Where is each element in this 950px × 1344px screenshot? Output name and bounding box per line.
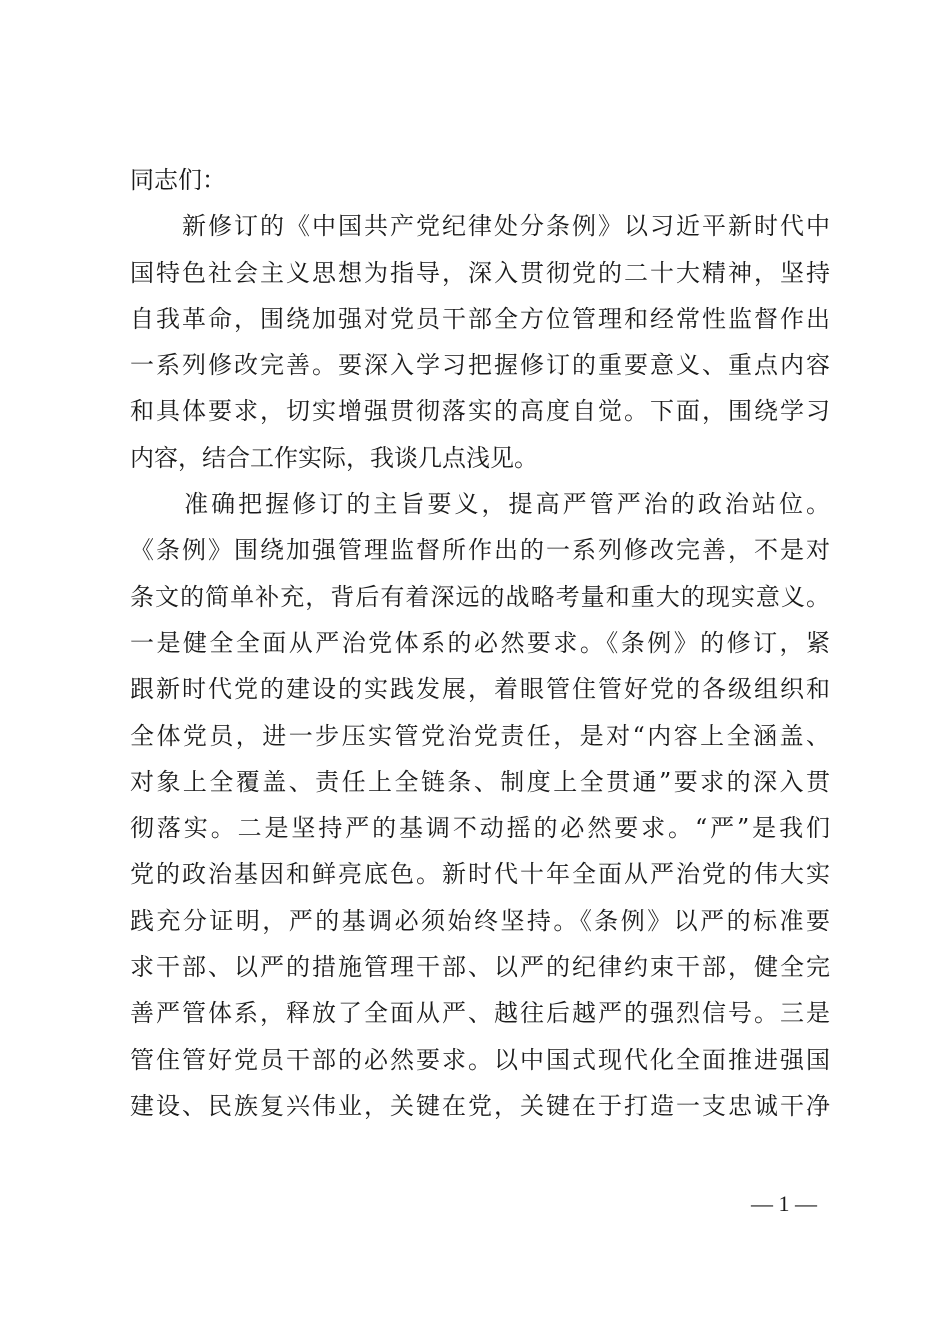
- page-number: — 1 —: [751, 1191, 817, 1216]
- paragraph-2-line-13: 管住管好党员干部的必然要求。以中国式现代化全面推进强国: [130, 1045, 830, 1074]
- paragraph-1-line-1: 新修订的《中国共产党纪律处分条例》以习近平新时代中: [130, 212, 830, 241]
- paragraph-2-line-9: 党的政治基因和鲜亮底色。新时代十年全面从严治党的伟大实: [130, 860, 830, 889]
- paragraph-2-line-4: 一是健全全面从严治党体系的必然要求。《条例》的修订，紧: [130, 628, 830, 657]
- paragraph-1-line-2: 国特色社会主义思想为指导，深入贯彻党的二十大精神，坚持: [130, 258, 830, 287]
- paragraph-2-line-1: 准确把握修订的主旨要义，提高严管严治的政治站位。: [130, 490, 830, 519]
- document-body: [130, 157, 830, 1129]
- paragraph-1-line-6: 内容，结合工作实际，我谈几点浅见。: [130, 443, 538, 472]
- paragraph-2-line-3: 条文的简单补充，背后有着深远的战略考量和重大的现实意义。: [130, 582, 830, 611]
- salutation-line: 同志们：: [130, 166, 226, 194]
- paragraph-1-line-5: 和具体要求，切实增强贯彻落实的高度自觉。下面，围绕学习: [130, 397, 830, 426]
- paragraph-2-line-10: 践充分证明，严的基调必须始终坚持。《条例》以严的标准要: [130, 906, 830, 935]
- paragraph-2-line-5: 跟新时代党的建设的实践发展，着眼管住管好党的各级组织和: [130, 675, 830, 704]
- paragraph-2-line-12: 善严管体系，释放了全面从严、越往后越严的强烈信号。三是: [130, 999, 830, 1028]
- paragraph-2-line-14: 建设、民族复兴伟业，关键在党，关键在于打造一支忠诚干净: [130, 1091, 830, 1120]
- paragraph-2-line-2: 《条例》围绕加强管理监督所作出的一系列修改完善，不是对: [130, 536, 830, 565]
- paragraph-2-line-11: 求干部、以严的措施管理干部、以严的纪律约束干部，健全完: [130, 953, 830, 982]
- paragraph-2-line-7: 对象上全覆盖、责任上全链条、制度上全贯通”要求的深入贯: [130, 767, 830, 796]
- paragraph-1-line-3: 自我革命，围绕加强对党员干部全方位管理和经常性监督作出: [130, 304, 830, 333]
- paragraph-2-line-6: 全体党员，进一步压实管党治党责任，是对“内容上全涵盖、: [130, 721, 830, 750]
- paragraph-1-line-4: 一系列修改完善。要深入学习把握修订的重要意义、重点内容: [130, 351, 830, 380]
- paragraph-2-line-8: 彻落实。二是坚持严的基调不动摇的必然要求。“严”是我们: [130, 814, 830, 843]
